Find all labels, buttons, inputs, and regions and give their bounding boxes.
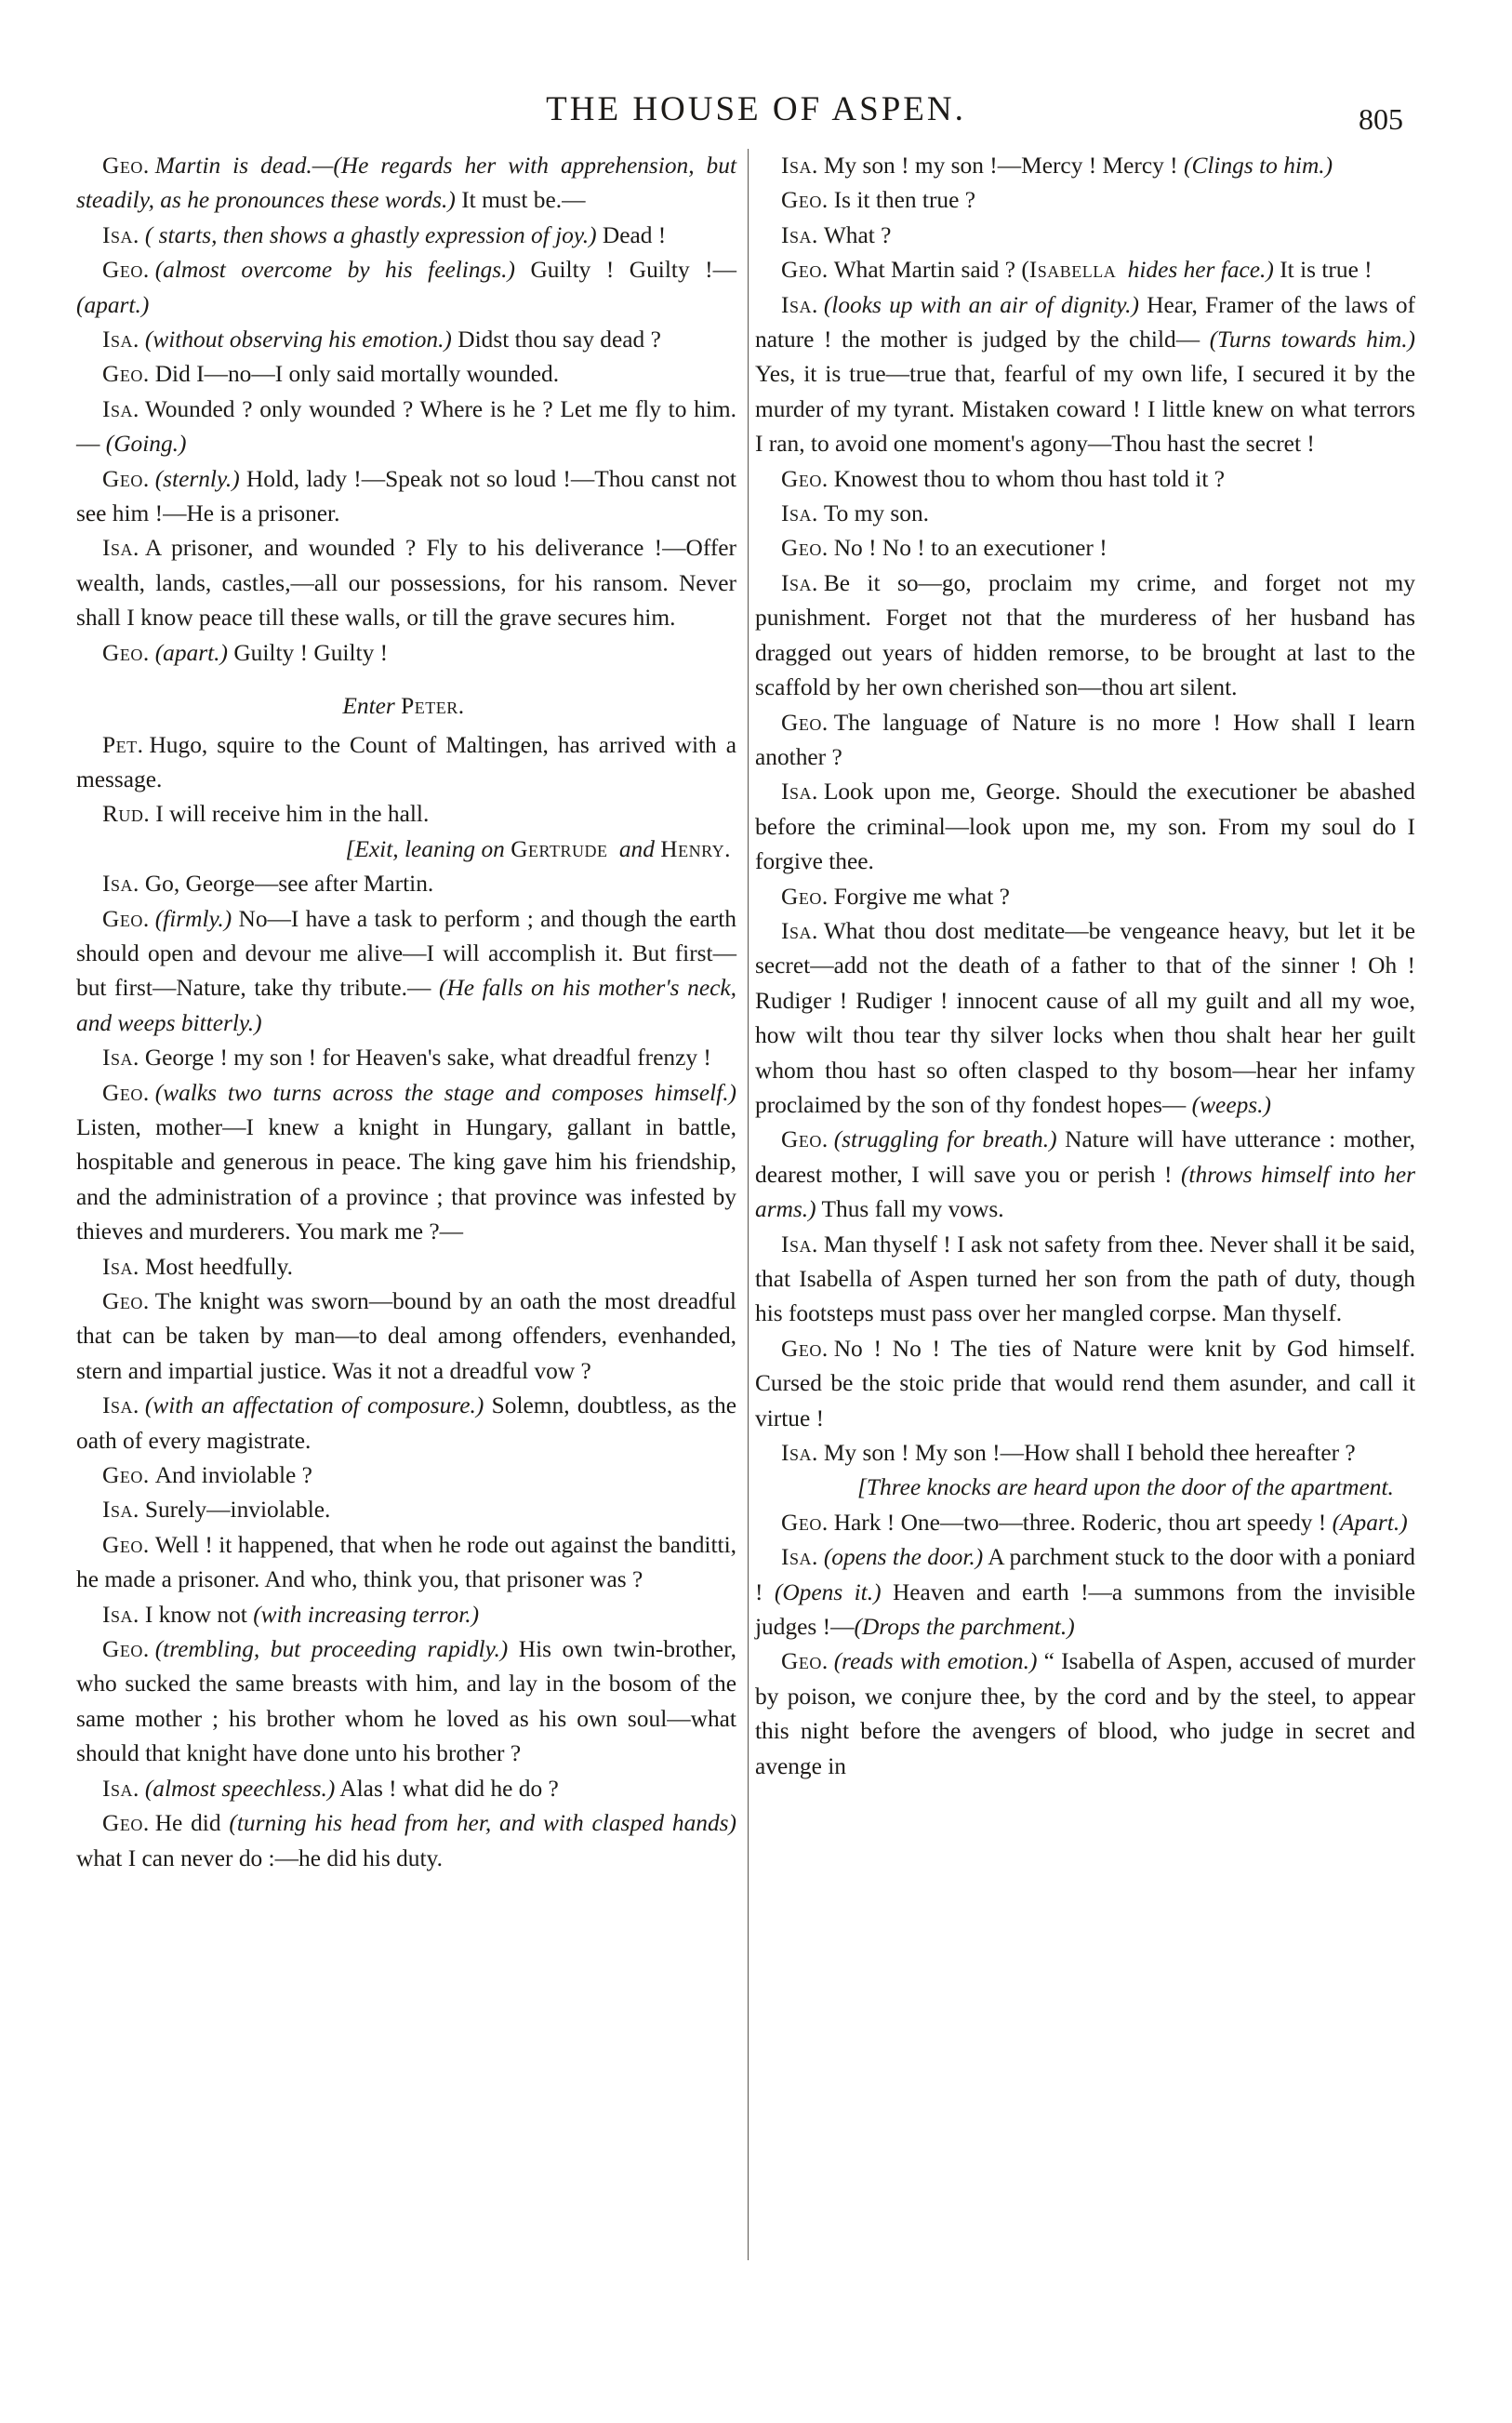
dialogue-text: Forgive me what ? bbox=[833, 883, 1010, 910]
speaker-label: Isa. bbox=[781, 1440, 818, 1467]
character-name: Gertrude bbox=[511, 835, 608, 862]
dialogue-paragraph bbox=[755, 462, 1415, 497]
speaker-label: Geo. bbox=[781, 883, 829, 910]
dialogue-paragraph bbox=[76, 636, 736, 671]
speaker-label: Isa. bbox=[102, 395, 139, 422]
running-title: THE HOUSE OF ASPEN. bbox=[546, 90, 966, 128]
stage-direction-block bbox=[755, 1471, 1415, 1505]
dialogue-paragraph bbox=[76, 1598, 736, 1632]
dialogue-text: Well ! it happened, that when he rode out against the banditti, he made a prisoner. And who, think you, that prisoner was ? bbox=[76, 1531, 736, 1593]
speaker-label: Geo. bbox=[102, 153, 150, 179]
speaker-label: Isa. bbox=[102, 1045, 139, 1072]
speaker-label: Geo. bbox=[781, 187, 829, 214]
dialogue-paragraph bbox=[76, 728, 736, 798]
speaker-label: Geo. bbox=[781, 257, 829, 284]
dialogue-text: Did I—no—I only said mortally wounded. bbox=[154, 361, 560, 388]
stage-direction: (sternly.) bbox=[154, 465, 240, 492]
dialogue-paragraph bbox=[76, 1458, 736, 1493]
stage-direction: (without observing his emotion.) bbox=[144, 326, 452, 353]
dialogue-text: Alas ! what did he do ? bbox=[339, 1775, 559, 1802]
speaker-label: Isa. bbox=[781, 1544, 818, 1571]
speaker-label: Isa. bbox=[781, 500, 818, 527]
dialogue-text: To my son. bbox=[823, 500, 930, 527]
dialogue-paragraph bbox=[76, 219, 736, 253]
speaker-label: Geo. bbox=[781, 1335, 829, 1362]
dialogue-text: Most heedfully. bbox=[144, 1253, 293, 1280]
dialogue-paragraph bbox=[755, 1123, 1415, 1227]
column-divider bbox=[748, 149, 749, 2260]
speaker-label: Isa. bbox=[102, 1775, 139, 1802]
dialogue-paragraph bbox=[755, 1436, 1415, 1471]
speaker-label: Isa. bbox=[781, 221, 818, 248]
dialogue-paragraph bbox=[76, 149, 736, 219]
page-number: 805 bbox=[1359, 102, 1403, 136]
stage-direction: (almost speechless.) bbox=[144, 1775, 336, 1802]
dialogue-paragraph bbox=[76, 323, 736, 357]
dialogue-text: Be it so—go, proclaim my crime, and forget not my punishment. Forget not that the murderess of her husband has dragged out years of hidden remorse, to be brought at last to the scaffold by her own cherished son—thou art silent. bbox=[755, 569, 1415, 701]
speaker-label: Geo. bbox=[102, 1810, 150, 1837]
dialogue-paragraph bbox=[76, 1632, 736, 1772]
stage-entrance bbox=[76, 689, 736, 724]
stage-direction: Martin is dead.—(He regards her with apprehension, but steadily, as he pronounces these words.) bbox=[76, 153, 736, 214]
dialogue-paragraph bbox=[755, 1540, 1415, 1644]
dialogue-text: Dead ! bbox=[602, 221, 667, 248]
speaker-label: Geo. bbox=[102, 361, 150, 388]
dialogue-text: A parchment stuck to the door with a poniard ! bbox=[755, 1544, 1416, 1605]
dialogue-paragraph bbox=[755, 531, 1415, 566]
dialogue-paragraph bbox=[76, 1528, 736, 1598]
dialogue-paragraph bbox=[755, 914, 1415, 1123]
dialogue-text: Hold, lady !—Speak not so loud !—Thou canst not see him !—He is a prisoner. bbox=[76, 465, 736, 527]
dialogue-paragraph bbox=[755, 253, 1415, 287]
dialogue-text: Didst thou say dead ? bbox=[458, 326, 661, 353]
speaker-label: Isa. bbox=[102, 326, 139, 353]
stage-direction: (Opens it.) bbox=[774, 1578, 882, 1605]
dialogue-text: Wounded ? only wounded ? Where is he ? Let me fly to him.— bbox=[76, 395, 736, 458]
dialogue-text: what I can never do :—he did his duty. bbox=[76, 1844, 443, 1871]
stage-direction: (He falls on his mother's neck, and weeps bitterly.) bbox=[76, 975, 736, 1036]
dialogue-paragraph bbox=[755, 288, 1415, 462]
dialogue-text: His own twin-brother, who sucked the same breasts with him, and lay in the bosom of the same mother ; his brother whom he loved as his own soul—what should that knight have done unto his brother ? bbox=[76, 1636, 736, 1767]
speaker-label: Isa. bbox=[781, 779, 818, 805]
stage-exit bbox=[76, 832, 736, 867]
dialogue-paragraph bbox=[76, 531, 736, 635]
dialogue-paragraph bbox=[76, 462, 736, 532]
dialogue-paragraph bbox=[76, 1285, 736, 1389]
speaker-label: Geo. bbox=[781, 1648, 829, 1675]
dialogue-paragraph bbox=[76, 902, 736, 1042]
dialogue-text: My son ! my son !—Mercy ! Mercy ! bbox=[823, 153, 1178, 179]
speaker-label: Isa. bbox=[102, 1392, 139, 1419]
dialogue-text: Yes, it is true—true that, fearful of my own life, I secured it by the murder of my tyrant. Mistaken coward ! I little knew on what terrors I ran, to avoid one moment's agony—Thou hast the secret ! bbox=[755, 361, 1415, 458]
speaker-label: Geo. bbox=[781, 535, 829, 562]
stage-direction: (with increasing terror.) bbox=[253, 1601, 480, 1628]
dialogue-text: A prisoner, and wounded ? Fly to his deliverance !—Offer wealth, lands, castles,—all our possessions, for his ransom. Never shall I know peace till these walls, or till the grave secures him. bbox=[76, 535, 736, 632]
dialogue-paragraph bbox=[755, 1506, 1415, 1540]
stage-direction: (turning his head from her, and with clasped hands) bbox=[229, 1810, 736, 1837]
speaker-label: Isa. bbox=[102, 1497, 139, 1524]
speaker-label: Geo. bbox=[102, 639, 150, 666]
stage-direction: (Going.) bbox=[105, 431, 187, 458]
dialogue-paragraph bbox=[76, 1772, 736, 1806]
stage-direction: (walks two turns across the stage and composes himself.) bbox=[154, 1079, 736, 1106]
speaker-label: Geo. bbox=[102, 1288, 150, 1314]
dialogue-text: What ? bbox=[823, 221, 892, 248]
stage-direction: (almost overcome by his feelings.) bbox=[154, 257, 515, 284]
dialogue-paragraph bbox=[755, 880, 1415, 914]
page-header bbox=[0, 89, 1512, 134]
dialogue-text: Thus fall my vows. bbox=[821, 1196, 1004, 1223]
speaker-label: Isa. bbox=[781, 291, 818, 318]
dialogue-text: What Martin said ? ( bbox=[833, 257, 1029, 284]
stage-direction: (Apart.) bbox=[1332, 1509, 1408, 1536]
speaker-label: Geo. bbox=[102, 1079, 150, 1106]
speaker-label: Isa. bbox=[781, 917, 818, 944]
speaker-label: Isa. bbox=[102, 871, 139, 898]
stage-direction: [Exit, leaning on bbox=[345, 835, 505, 862]
stage-direction: Enter bbox=[342, 693, 395, 720]
stage-direction: (apart.) bbox=[76, 291, 150, 318]
speaker-label: Geo. bbox=[102, 465, 150, 492]
dialogue-text: It must be.— bbox=[461, 187, 586, 214]
left-column bbox=[76, 149, 736, 1876]
stage-direction: (trembling, but proceeding rapidly.) bbox=[154, 1636, 509, 1663]
dialogue-text: “ Isabella of Aspen, accused of murder by poison, we conjure thee, by the cord and by the steel, to appear this night before the avengers of blood, who judge in secret and avenge in bbox=[755, 1648, 1415, 1779]
speaker-label: Isa. bbox=[102, 1601, 139, 1628]
stage-direction: (Drops the parchment.) bbox=[854, 1614, 1075, 1641]
dialogue-paragraph bbox=[76, 253, 736, 323]
speaker-label: Geo. bbox=[102, 1531, 150, 1558]
dialogue-paragraph bbox=[755, 775, 1415, 879]
dialogue-text: Go, George—see after Martin. bbox=[144, 871, 434, 898]
dialogue-paragraph bbox=[76, 1250, 736, 1285]
dialogue-paragraph bbox=[755, 706, 1415, 776]
speaker-label: Isa. bbox=[102, 1253, 139, 1280]
dialogue-text: Solemn, doubtless, as the oath of every magistrate. bbox=[76, 1392, 736, 1454]
dialogue-paragraph bbox=[76, 357, 736, 392]
dialogue-text: It is true ! bbox=[1280, 257, 1373, 284]
dialogue-paragraph bbox=[755, 1228, 1415, 1332]
stage-direction: (Clings to him.) bbox=[1183, 153, 1333, 179]
stage-direction: (weeps.) bbox=[1191, 1091, 1271, 1118]
dialogue-paragraph bbox=[755, 566, 1415, 706]
dialogue-text: Guilty ! Guilty !— bbox=[530, 257, 736, 284]
stage-direction: (apart.) bbox=[154, 639, 228, 666]
dialogue-paragraph bbox=[755, 497, 1415, 531]
dialogue-text: The knight was sworn—bound by an oath the most dreadful that can be taken by man—to deal among offenders, evenhanded, stern and impartial justice. Was it not a dreadful vow ? bbox=[76, 1288, 736, 1384]
dialogue-text: Hark ! One—two—three. Roderic, thou art speedy ! bbox=[833, 1509, 1327, 1536]
stage-direction: (struggling for breath.) bbox=[833, 1126, 1057, 1153]
dialogue-paragraph bbox=[76, 393, 736, 462]
dialogue-text: The language of Nature is no more ! How shall I learn another ? bbox=[755, 709, 1415, 770]
dialogue-text: My son ! My son !—How shall I behold thee hereafter ? bbox=[823, 1440, 1356, 1467]
character-name: Isabella bbox=[1028, 257, 1117, 284]
character-name: Henry. bbox=[660, 835, 731, 862]
dialogue-paragraph bbox=[76, 1389, 736, 1458]
speaker-label: Isa. bbox=[102, 221, 139, 248]
speaker-label: Isa. bbox=[781, 1231, 818, 1258]
dialogue-text: I know not bbox=[144, 1601, 247, 1628]
speaker-label: Isa. bbox=[781, 153, 818, 179]
stage-direction: (reads with emotion.) bbox=[833, 1648, 1038, 1675]
stage-direction: (with an affectation of composure.) bbox=[144, 1392, 484, 1419]
dialogue-text: He did bbox=[154, 1810, 221, 1837]
speaker-label: Geo. bbox=[781, 1509, 829, 1536]
dialogue-text: What thou dost meditate—be vengeance heavy, but let it be secret—add not the death of a father to that of the sinner ! Oh ! Rudiger ! Rudiger ! innocent cause of all my guilt and all my woe, how wilt thou tear thy silver locks when thou shalt hear her guilt whom thou hast so often clasped to thy bosom—hear her infamy proclaimed by the son of thy fondest hopes— bbox=[755, 917, 1415, 1118]
right-column bbox=[755, 149, 1415, 1784]
dialogue-text: George ! my son ! for Heaven's sake, what dreadful frenzy ! bbox=[144, 1045, 711, 1072]
dialogue-text: No ! No ! to an executioner ! bbox=[833, 535, 1107, 562]
speaker-label: Geo. bbox=[102, 905, 150, 932]
dialogue-text: Knowest thou to whom thou hast told it ? bbox=[833, 465, 1226, 492]
stage-direction: (throws himself into her arms.) bbox=[755, 1161, 1415, 1223]
stage-direction: (firmly.) bbox=[154, 905, 232, 932]
speaker-label: Pet. bbox=[102, 731, 144, 758]
dialogue-paragraph bbox=[755, 1332, 1415, 1436]
stage-direction: and bbox=[618, 835, 655, 862]
dialogue-paragraph bbox=[755, 1644, 1415, 1784]
speaker-label: Geo. bbox=[102, 1462, 150, 1489]
dialogue-text: Listen, mother—I knew a knight in Hungary, gallant in battle, hospitable and generous in peace. The king gave him his friendship, and the administration of a province ; that province was infested by thieves and murderers. You mark me ?— bbox=[76, 1113, 736, 1245]
dialogue-paragraph bbox=[755, 219, 1415, 253]
dialogue-text: Guilty ! Guilty ! bbox=[233, 639, 389, 666]
stage-direction: ( starts, then shows a ghastly expression of joy.) bbox=[144, 221, 597, 248]
dialogue-text: Hugo, squire to the Count of Maltingen, has arrived with a message. bbox=[76, 731, 736, 792]
dialogue-paragraph bbox=[755, 149, 1415, 183]
dialogue-text: No ! No ! The ties of Nature were knit by God himself. Cursed be the stoic pride that would rend them asunder, and call it virtue ! bbox=[755, 1335, 1415, 1431]
dialogue-paragraph bbox=[76, 1806, 736, 1876]
speaker-label: Geo. bbox=[102, 1636, 150, 1663]
dialogue-text: Hear, Framer of the laws of nature ! the mother is judged by the child— bbox=[755, 291, 1415, 353]
dialogue-text: Surely—inviolable. bbox=[144, 1497, 331, 1524]
speaker-label: Geo. bbox=[781, 465, 829, 492]
dialogue-paragraph bbox=[76, 1041, 736, 1075]
speaker-label: Rud. bbox=[102, 801, 151, 828]
dialogue-paragraph bbox=[76, 867, 736, 901]
stage-direction: (opens the door.) bbox=[823, 1544, 984, 1571]
dialogue-paragraph bbox=[76, 1076, 736, 1250]
dialogue-text: Look upon me, George. Should the executioner be abashed before the criminal—look upon me, my son. From my soul do I forgive thee. bbox=[755, 779, 1415, 875]
speaker-label: Isa. bbox=[102, 535, 139, 562]
speaker-label: Isa. bbox=[781, 569, 818, 596]
dialogue-paragraph bbox=[76, 797, 736, 832]
dialogue-text: Nature will have utterance : mother, dearest mother, I will save you or perish ! bbox=[755, 1126, 1415, 1188]
dialogue-text: And inviolable ? bbox=[154, 1462, 312, 1489]
stage-direction: [Three knocks are heard upon the door of the apartment. bbox=[857, 1474, 1394, 1501]
character-name: Peter. bbox=[401, 693, 465, 720]
dialogue-text: Is it then true ? bbox=[833, 187, 975, 214]
dialogue-text: No—I have a task to perform ; and though the earth should open and devour me alive—I will accomplish it. But first—but first—Nature, take thy tribute.— bbox=[76, 905, 736, 1002]
speaker-label: Geo. bbox=[781, 709, 829, 736]
dialogue-text: Heaven and earth !—a summons from the invisible judges !— bbox=[755, 1578, 1415, 1641]
speaker-label: Geo. bbox=[102, 257, 150, 284]
dialogue-paragraph bbox=[755, 183, 1415, 218]
dialogue-text: Man thyself ! I ask not safety from thee. Never shall it be said, that Isabella of Aspen turned her son from the path of duty, though his footsteps must pass over her mangled corpse. Man thyself. bbox=[755, 1231, 1415, 1327]
stage-direction: hides her face.) bbox=[1127, 257, 1274, 284]
dialogue-text: I will receive him in the hall. bbox=[155, 801, 430, 828]
dialogue-paragraph bbox=[76, 1493, 736, 1527]
speaker-label: Geo. bbox=[781, 1126, 829, 1153]
stage-direction: (Turns towards him.) bbox=[1209, 326, 1415, 353]
stage-direction: (looks up with an air of dignity.) bbox=[823, 291, 1139, 318]
